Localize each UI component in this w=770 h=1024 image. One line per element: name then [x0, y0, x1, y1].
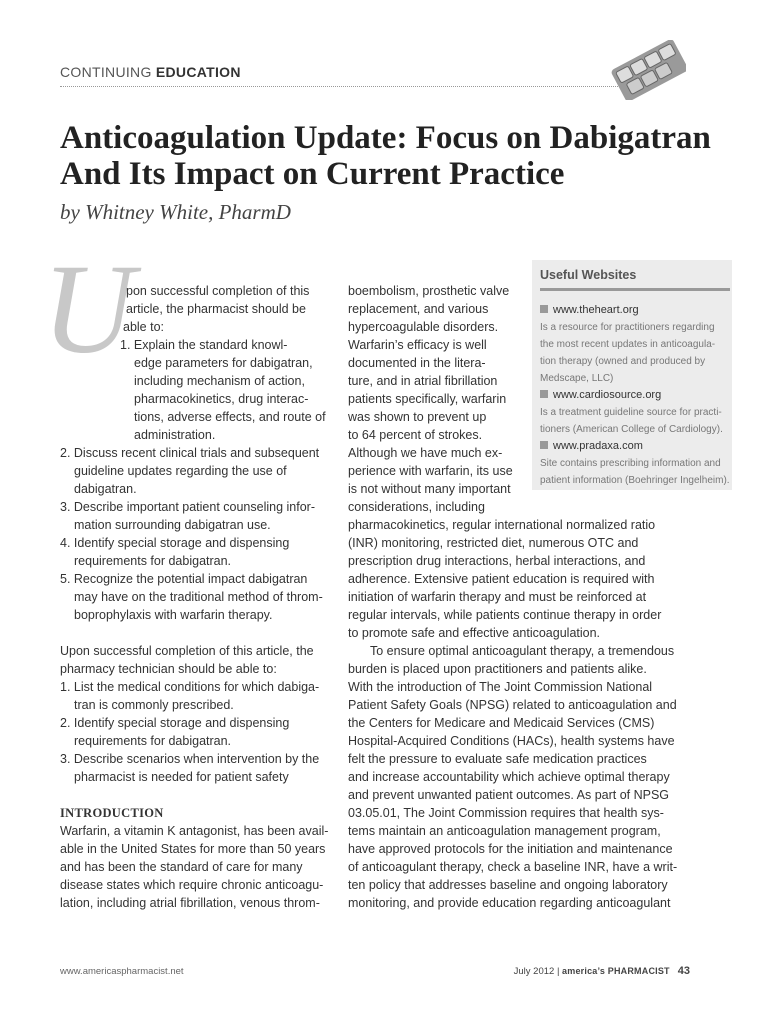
footer-separator: | — [556, 966, 560, 977]
website-link-pradaxa[interactable] — [540, 438, 732, 455]
text-line: 03.05.01, The Joint Commission requires that health sys- — [348, 806, 664, 820]
text-line: Warfarin, a vitamin K antagonist, has been avail- — [60, 824, 329, 838]
keyboard-icon — [606, 40, 686, 100]
text-line: monitoring, and provide education regarding anticoagulant — [348, 896, 671, 910]
text-line: regular intervals, while patients continue therapy in order — [348, 608, 662, 622]
description-line: Is a treatment guideline source for practi- — [540, 407, 722, 418]
text-line: 5. Recognize the potential impact dabigatran — [60, 572, 308, 586]
text-line: tions, adverse effects, and route of — [134, 410, 326, 424]
section-label — [60, 64, 241, 80]
sidebar-title-rule — [540, 288, 730, 291]
footer-url: www.americaspharmacist.net — [60, 966, 184, 977]
sidebar-title: Useful Websites — [540, 268, 637, 282]
text-line: guideline updates regarding the use of — [74, 464, 287, 478]
bullet-square-icon — [540, 305, 548, 313]
text-line: felt the pressure to evaluate safe medication practices — [348, 752, 647, 766]
description-line: Is a resource for practitioners regarding — [540, 322, 715, 333]
text-line: and increase accountability which achieve optimal therapy — [348, 770, 670, 784]
website-url[interactable]: www.theheart.org — [553, 304, 639, 316]
text-line: adherence. Extensive patient education is required with — [348, 572, 655, 586]
website-link-theheart[interactable] — [540, 302, 732, 319]
body-column-2-bottom — [348, 516, 678, 912]
text-line: pon successful completion of this — [126, 284, 310, 298]
text-line: 1. Explain the standard knowl- — [120, 338, 288, 352]
text-line: of anticoagulant therapy, check a baseline INR, have a writ- — [348, 860, 678, 874]
text-line: requirements for dabigatran. — [74, 554, 232, 568]
text-line: may have on the traditional method of throm- — [74, 590, 323, 604]
text-line: replacement, and various — [348, 302, 489, 316]
text-line: article, the pharmacist should be — [126, 302, 306, 316]
bullet-square-icon — [540, 390, 548, 398]
text-line: requirements for dabigatran. — [74, 734, 232, 748]
text-line: prescription drug interactions, herbal interactions, and — [348, 554, 646, 568]
text-line: initiation of warfarin therapy and must be reinforced at — [348, 590, 647, 604]
description-line: tioners (American College of Cardiology). — [540, 424, 723, 435]
text-line: able in the United States for more than 50 years — [60, 842, 326, 856]
text-line: administration. — [134, 428, 216, 442]
text-line: including mechanism of action, — [134, 374, 305, 388]
text-line: Hospital-Acquired Conditions (HACs), health systems have — [348, 734, 675, 748]
text-line: 1. List the medical conditions for which dabiga- — [60, 680, 320, 694]
section-heading-introduction: INTRODUCTION — [60, 806, 164, 820]
text-line: pharmacokinetics, drug interac- — [134, 392, 309, 406]
website-description — [540, 455, 732, 489]
description-line: Medscape, LLC) — [540, 373, 614, 384]
article-title-line-2: And Its Impact on Current Practice — [60, 156, 565, 192]
text-line: perience with warfarin, its use — [348, 464, 513, 478]
text-line: to promote safe and effective anticoagulation. — [348, 626, 601, 640]
text-line: documented in the litera- — [348, 356, 486, 370]
text-line: boembolism, prosthetic valve — [348, 284, 510, 298]
text-line: is not without many important — [348, 482, 511, 496]
text-line: hypercoagulable disorders. — [348, 320, 499, 334]
text-line: and prevent unwanted patient outcomes. As part of NPSG — [348, 788, 670, 802]
text-line: pharmacokinetics, regular international normalized ratio — [348, 518, 656, 532]
useful-websites-sidebar — [532, 260, 732, 490]
text-line: 2. Identify special storage and dispensing — [60, 716, 290, 730]
text-line: disease states which require chronic anticoagu- — [60, 878, 324, 892]
article-byline: by Whitney White, PharmD — [60, 200, 291, 224]
footer-magazine-name: america’s PHARMACIST — [562, 966, 670, 976]
website-url[interactable]: www.pradaxa.com — [553, 440, 643, 452]
section-label-bold: EDUCATION — [155, 64, 241, 80]
description-line: patient information (Boehringer Ingelheim). — [540, 475, 730, 486]
description-line: Site contains prescribing information and — [540, 458, 721, 469]
section-label-normal: CONTINUING — [60, 64, 156, 80]
website-description — [540, 404, 732, 438]
text-line: to 64 percent of strokes. — [348, 428, 483, 442]
footer-page-info — [514, 965, 690, 977]
footer-date: July 2012 — [513, 966, 555, 977]
text-line: the Centers for Medicare and Medicaid Services (CMS) — [348, 716, 655, 730]
article-title-line-1: Anticoagulation Update: Focus on Dabigatran — [60, 120, 711, 156]
text-line: tran is commonly prescribed. — [74, 698, 234, 712]
text-line: able to: — [123, 320, 165, 334]
website-link-cardiosource[interactable] — [540, 387, 732, 404]
text-line: To ensure optimal anticoagulant therapy, a tremendous — [370, 644, 675, 658]
text-line: considerations, including — [348, 500, 485, 514]
description-line: tion therapy (owned and produced by — [540, 356, 706, 367]
header-dotted-rule — [60, 86, 650, 87]
text-line: 3. Describe scenarios when intervention by the — [60, 752, 320, 766]
text-line: pharmacy technician should be able to: — [60, 662, 277, 676]
body-column-2-top — [348, 282, 518, 516]
text-line: and has been the standard of care for many — [60, 860, 303, 874]
text-line: have approved protocols for the initiation and maintenance — [348, 842, 673, 856]
text-line: 3. Describe important patient counseling infor- — [60, 500, 315, 514]
text-line: Warfarin’s efficacy is well — [348, 338, 487, 352]
text-line: edge parameters for dabigatran, — [134, 356, 313, 370]
text-line: 2. Discuss recent clinical trials and subsequent — [60, 446, 320, 460]
text-line: tems maintain an anticoagulation management program, — [348, 824, 661, 838]
text-line: pharmacist is needed for patient safety — [74, 770, 289, 784]
text-line: lation, including atrial fibrillation, venous throm- — [60, 896, 320, 910]
description-line: the most recent updates in anticoagula- — [540, 339, 716, 350]
text-line: Patient Safety Goals (NPSG) related to anticoagulation and — [348, 698, 677, 712]
text-line: mation surrounding dabigatran use. — [74, 518, 271, 532]
text-line: With the introduction of The Joint Commission National — [348, 680, 653, 694]
page-number: 43 — [677, 965, 690, 977]
text-line: Upon successful completion of this article, the — [60, 644, 314, 658]
text-line: (INR) monitoring, restricted diet, numerous OTC and — [348, 536, 639, 550]
text-line: boprophylaxis with warfarin therapy. — [74, 608, 273, 622]
text-line: burden is placed upon practitioners and patients alike. — [348, 662, 647, 676]
website-list — [540, 302, 732, 489]
article-title — [60, 120, 740, 192]
text-line: was shown to prevent up — [348, 410, 487, 424]
website-url[interactable]: www.cardiosource.org — [553, 389, 662, 401]
text-line: patients specifically, warfarin — [348, 392, 507, 406]
text-line: ture, and in atrial fibrillation — [348, 374, 498, 388]
bullet-square-icon — [540, 441, 548, 449]
body-column-1 — [60, 282, 332, 912]
website-description — [540, 319, 732, 387]
text-line: Although we have much ex- — [348, 446, 503, 460]
text-line: ten policy that addresses baseline and ongoing laboratory — [348, 878, 668, 892]
text-line: dabigatran. — [74, 482, 137, 496]
text-line: 4. Identify special storage and dispensing — [60, 536, 290, 550]
drop-cap: U — [42, 238, 135, 380]
